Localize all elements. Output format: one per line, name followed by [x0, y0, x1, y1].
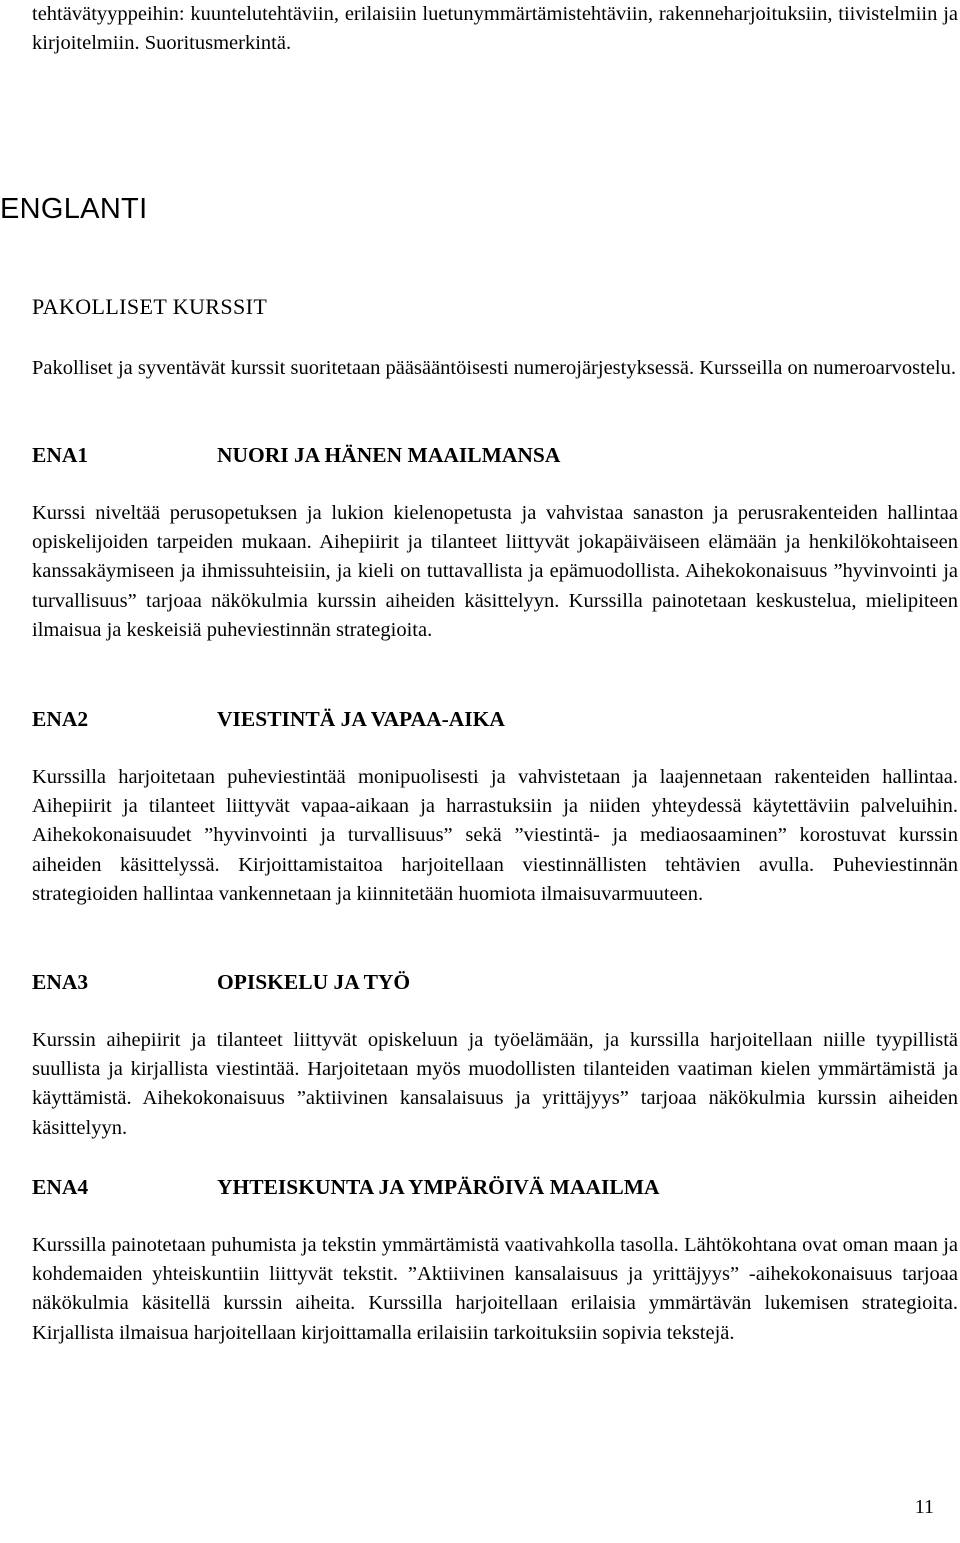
course-description: Kurssi niveltää perusopetuksen ja lukion kielenopetusta ja vahvistaa sanaston ja perusrakenteiden hallintaa opiskelijoiden tarpeiden mukaan. Aihepiirit ja tilanteet liittyvät jokapäiväiseen elämään ja henkilökohtaiseen kanssakäymiseen ja ihmissuhteisiin, ja kieli on tuttavallista ja epämuodollista. Aihekokonaisuus ”hyvinvointi ja turvallisuus” tarjoaa näkökulmia kurssin aiheiden käsittelyyn. Kurssilla painotetaan keskustelua, mielipiteen ilmaisua ja keskeisiä puheviestinnän strategioita. — [32, 502, 958, 641]
course-ena4 — [32, 1172, 958, 1348]
course-heading — [32, 704, 958, 734]
course-heading — [32, 1172, 958, 1202]
course-code: ENA4 — [32, 1175, 89, 1199]
course-ena3 — [32, 967, 958, 1143]
section-heading: PAKOLLISET KURSSIT — [32, 294, 268, 319]
course-heading — [32, 967, 958, 997]
intro-paragraph: tehtävätyyppeihin: kuuntelutehtäviin, erilaisiin luetunymmärtämistehtäviin, rakenneharjoituksiin, tiivistelmiin ja kirjoitelmiin. Suoritusmerkintä. — [32, 3, 958, 54]
course-code: ENA1 — [32, 443, 89, 467]
course-code: ENA2 — [32, 707, 89, 731]
language-heading: ENGLANTI — [0, 193, 148, 225]
course-ena2 — [32, 704, 958, 909]
course-name: VIESTINTÄ JA VAPAA-AIKA — [217, 707, 505, 731]
section-intro: Pakolliset ja syventävät kurssit suoritetaan pääsääntöisesti numerojärjestyksessä. Kursseilla on numeroarvostelu. — [32, 357, 956, 379]
course-heading — [32, 440, 958, 470]
course-name: OPISKELU JA TYÖ — [217, 970, 411, 994]
course-ena1 — [32, 440, 958, 645]
course-name: NUORI JA HÄNEN MAAILMANSA — [217, 443, 561, 467]
course-description: Kurssilla harjoitetaan puheviestintää monipuolisesti ja vahvistetaan ja laajennetaan rakenteiden hallintaa. Aihepiirit ja tilanteet liittyvät vapaa-aikaan ja harrastuksiin ja niiden yhteydessä käytettäviin palveluihin. Aihekokonaisuudet ”hyvinvointi ja turvallisuus” sekä ”viestintä- ja mediaosaaminen” korostuvat kurssin aiheiden käsittelyssä. Kirjoittamistaitoa harjoitellaan viestinnällisten tehtävien avulla. Puheviestinnän strategioiden hallintaa vankennetaan ja kiinnitetään huomiota ilmaisuvarmuuteen. — [32, 766, 958, 905]
page-number: 11 — [914, 1496, 934, 1518]
course-description: Kurssin aihepiirit ja tilanteet liittyvät opiskeluun ja työelämään, ja kurssilla harjoitellaan niille tyypillistä suullista ja kirjallista viestintää. Harjoitetaan myös muodollisten tilanteiden vaatiman kielen ymmärtämistä ja käyttämistä. Aihekokonaisuus ”aktiivinen kansalaisuus ja yrittäjyys” tarjoaa näkökulmia kurssin aiheiden käsittelyyn. — [32, 1029, 958, 1139]
course-description: Kurssilla painotetaan puhumista ja tekstin ymmärtämistä vaativahkolla tasolla. Lähtökohtana ovat oman maan ja kohdemaiden yhteiskuntiin liittyvät tekstit. ”Aktiivinen kansalaisuus ja yrittäjyys” -aihekokonaisuus tarjoaa näkökulmia käsitellä kurssin aiheita. Kurssilla harjoitellaan erilaisia ymmärtävän lukemisen strategioita. Kirjallista ilmaisua harjoitellaan kirjoittamalla erilaisiin tarkoituksiin sopivia tekstejä. — [32, 1234, 958, 1344]
course-name: YHTEISKUNTA JA YMPÄRÖIVÄ MAAILMA — [217, 1175, 660, 1199]
course-code: ENA3 — [32, 970, 89, 994]
